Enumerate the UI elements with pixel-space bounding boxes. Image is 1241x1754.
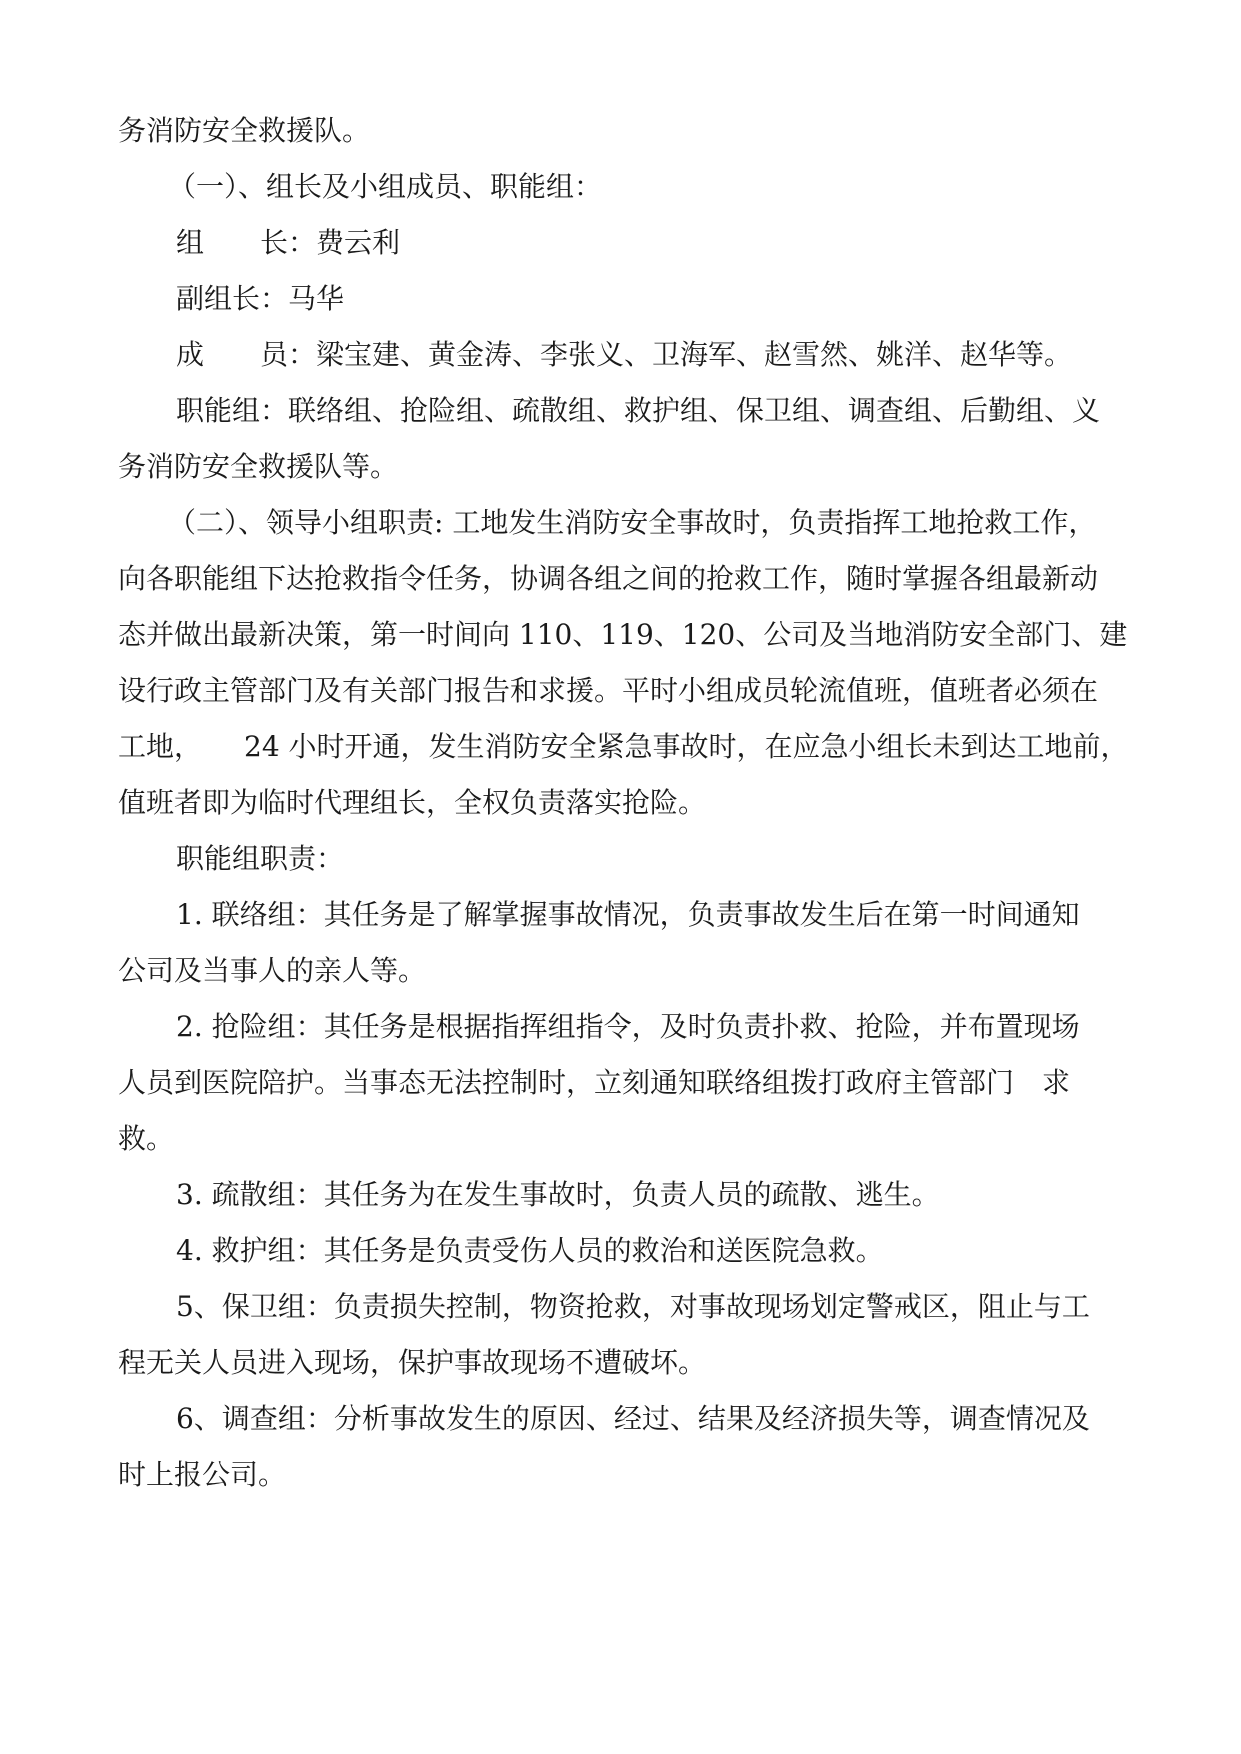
text-line: 态并做出最新决策，第一时间向 110、119、120、公司及当地消防安全部门、建 [118, 618, 1128, 651]
list-item: 3. 疏散组：其任务为在发生事故时，负责人员的疏散、逃生。 [176, 1178, 940, 1211]
text-line: 职能组：联络组、抢险组、疏散组、救护组、保卫组、调查组、后勤组、义 [176, 394, 1101, 427]
text-line: 务消防安全救援队。 [118, 114, 371, 147]
group-leader-line: 组 长：费云利 [176, 226, 401, 259]
text-line: 设行政主管部门及有关部门报告和求援。平时小组成员轮流值班，值班者必须在 [118, 674, 1099, 707]
text-line: 人员到医院陪护。当事态无法控制时，立刻通知联络组拨打政府主管部门 求 [118, 1066, 1071, 1099]
text-line: 务消防安全救援队等。 [118, 450, 399, 483]
list-item: 4. 救护组：其任务是负责受伤人员的救治和送医院急救。 [176, 1234, 884, 1267]
text-line: 工地， 24 小时开通，发生消防安全紧急事故时，在应急小组长未到达工地前， [118, 730, 1129, 763]
text-line: 向各职能组下达抢救指令任务，协调各组之间的抢救工作，随时掌握各组最新动 [118, 562, 1099, 595]
list-item: 1. 联络组：其任务是了解掌握事故情况，负责事故发生后在第一时间通知 [176, 898, 1080, 931]
text-line: 程无关人员进入现场，保护事故现场不遭破坏。 [118, 1346, 707, 1379]
subheading: 职能组职责： [176, 842, 345, 875]
text-line: 时上报公司。 [118, 1458, 287, 1491]
members-line: 成 员：梁宝建、黄金涛、李张义、卫海军、赵雪然、姚洋、赵华等。 [176, 338, 1073, 371]
list-item: 5、保卫组：负责损失控制，物资抢救，对事故现场划定警戒区，阻止与工 [176, 1290, 1090, 1323]
list-item: 6、调查组：分析事故发生的原因、经过、结果及经济损失等，调查情况及 [176, 1402, 1090, 1435]
list-item: 2. 抢险组：其任务是根据指挥组指令，及时负责扑救、抢险，并布置现场 [176, 1010, 1080, 1043]
text-line: 值班者即为临时代理组长，全权负责落实抢险。 [118, 786, 707, 819]
text-line: 公司及当事人的亲人等。 [118, 954, 427, 987]
section-heading: （一）、组长及小组成员、职能组： [168, 170, 603, 203]
deputy-leader-line: 副组长：马华 [176, 282, 345, 315]
section-heading: （二）、领导小组职责: 工地发生消防安全事故时，负责指挥工地抢救工作， [168, 506, 1097, 539]
text-line: 救。 [118, 1122, 175, 1155]
